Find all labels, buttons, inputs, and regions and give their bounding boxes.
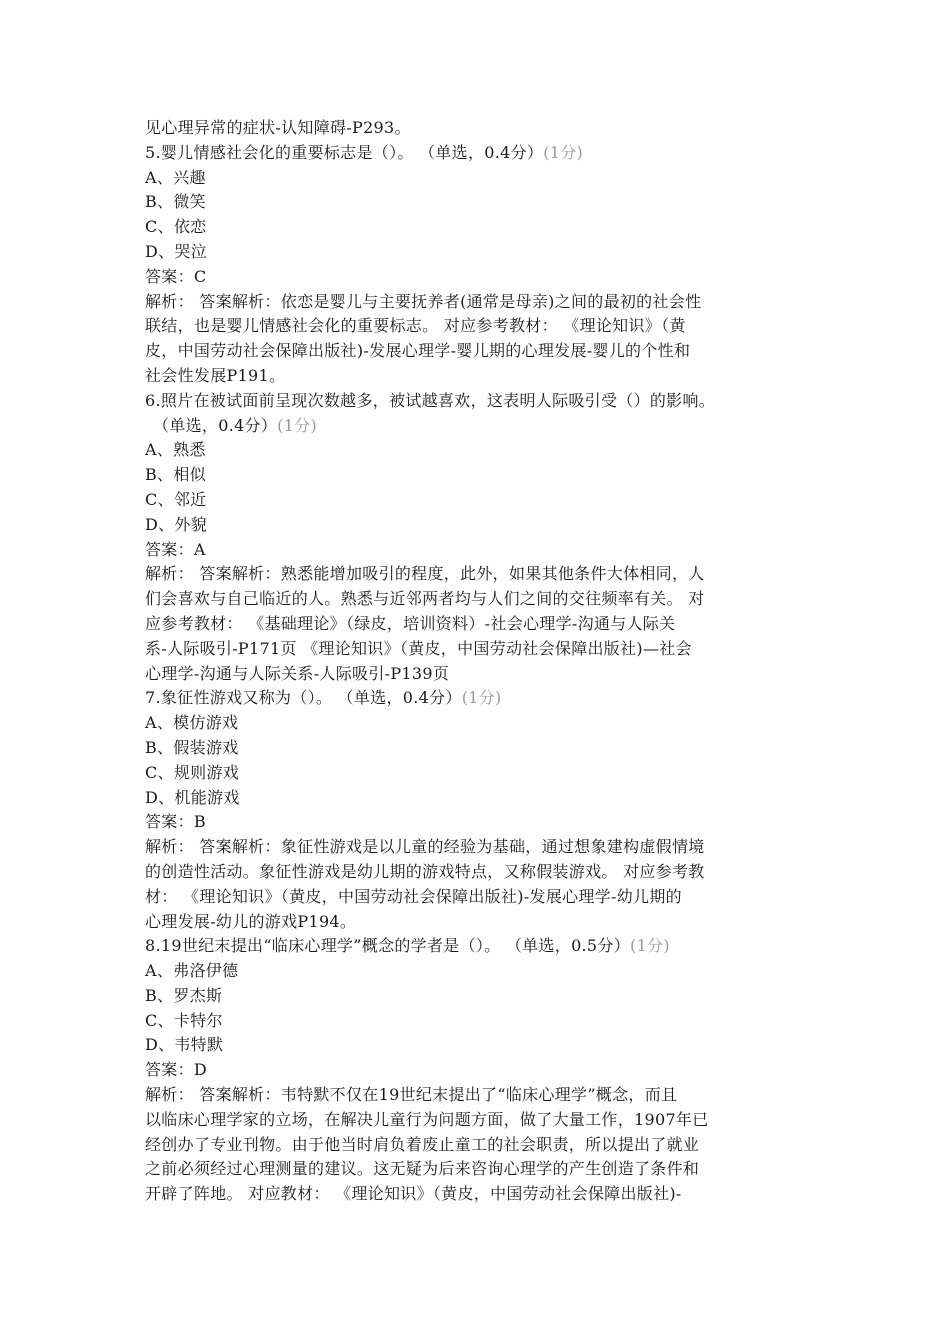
question-stem: 5.婴儿情感社会化的重要标志是（）。 （单选，0.4分）(1分) bbox=[145, 142, 584, 162]
answer: 答案：A bbox=[145, 539, 206, 559]
points-label: (1分) bbox=[543, 142, 584, 162]
analysis-line: 解析： 答案解析：熟悉能增加吸引的程度，此外，如果其他条件大体相同，人 bbox=[145, 564, 705, 584]
analysis-line: 联结，也是婴儿情感社会化的重要标志。 对应参考教材： 《理论知识》（黄 bbox=[145, 316, 686, 336]
option-d: D、哭泣 bbox=[145, 241, 208, 261]
question-stem-continued: （单选，0.4分）(1分) bbox=[153, 415, 318, 435]
option-a: A、兴趣 bbox=[145, 167, 206, 187]
analysis-line: 心理发展-幼儿的游戏P194。 bbox=[145, 911, 357, 931]
analysis-line: 们会喜欢与自己临近的人。熟悉与近邻两者均与人们之间的交往频率有关。 对 bbox=[145, 589, 705, 609]
option-c: C、规则游戏 bbox=[145, 762, 240, 782]
answer: 答案：C bbox=[145, 266, 207, 286]
analysis-line: 解析： 答案解析：象征性游戏是以儿童的经验为基础，通过想象建构虚假情境 bbox=[145, 837, 705, 857]
analysis-line: 的创造性活动。象征性游戏是幼儿期的游戏特点，又称假装游戏。 对应参考教 bbox=[145, 861, 705, 881]
analysis-line: 系-人际吸引-P171页 《理论知识》（黄皮，中国劳动社会保障出版社)—社会 bbox=[145, 638, 692, 658]
option-b: B、罗杰斯 bbox=[145, 985, 223, 1005]
analysis-line: 解析： 答案解析：依恋是婴儿与主要抚养者(通常是母亲)之间的最初的社会性 bbox=[145, 291, 702, 311]
option-c: C、邻近 bbox=[145, 489, 207, 509]
option-a: A、熟悉 bbox=[145, 440, 206, 460]
answer: 答案：B bbox=[145, 812, 206, 832]
option-b: B、假装游戏 bbox=[145, 737, 239, 757]
question-stem: 8.19世纪末提出“临床心理学”概念的学者是（）。 （单选，0.5分）(1分) bbox=[145, 936, 670, 956]
question-stem: 6.照片在被试面前呈现次数越多，被试越喜欢，这表明人际吸引受（）的影响。 bbox=[145, 390, 716, 410]
question-block-7 bbox=[145, 686, 815, 934]
lead-in-text: 见心理异常的症状-认知障碍-P293。 bbox=[145, 118, 411, 137]
analysis-line: 应参考教材： 《基础理论》（绿皮，培训资料）-社会心理学-沟通与人际关 bbox=[145, 613, 676, 633]
analysis-line: 之前必须经过心理测量的建议。这无疑为后来咨询心理学的产生创造了条件和 bbox=[145, 1159, 700, 1179]
option-a: A、模仿游戏 bbox=[145, 713, 239, 733]
points-label: (1分) bbox=[277, 415, 318, 435]
option-c: C、依恋 bbox=[145, 217, 207, 237]
analysis-line: 经创办了专业刊物。由于他当时肩负着废止童工的社会职责，所以提出了就业 bbox=[145, 1134, 700, 1154]
option-a: A、弗洛伊德 bbox=[145, 961, 239, 981]
analysis-line: 社会性发展P191。 bbox=[145, 365, 286, 385]
option-b: B、相似 bbox=[145, 465, 206, 485]
question-block-8 bbox=[145, 934, 815, 1207]
analysis-line: 以临床心理学家的立场，在解决儿童行为问题方面，做了大量工作，1907年已 bbox=[145, 1109, 709, 1129]
analysis-line: 材： 《理论知识》（黄皮，中国劳动社会保障出版社)-发展心理学-幼儿期的 bbox=[145, 886, 682, 906]
analysis-line: 解析： 答案解析：韦特默不仅在19世纪末提出了“临床心理学”概念，而且 bbox=[145, 1085, 678, 1105]
option-c: C、卡特尔 bbox=[145, 1010, 223, 1030]
analysis-line: 心理学-沟通与人际关系-人际吸引-P139页 bbox=[145, 663, 450, 683]
question-block-6 bbox=[145, 389, 815, 687]
question-stem: 7.象征性游戏又称为（）。 （单选，0.4分）(1分) bbox=[145, 688, 502, 708]
option-d: D、外貌 bbox=[145, 514, 208, 534]
question-block-5 bbox=[145, 141, 815, 389]
points-label: (1分) bbox=[630, 936, 670, 956]
analysis-line: 皮，中国劳动社会保障出版社)-发展心理学-婴儿期的心理发展-婴儿的个性和 bbox=[145, 341, 691, 361]
points-label: (1分) bbox=[461, 688, 502, 708]
option-d: D、韦特默 bbox=[145, 1035, 224, 1055]
option-d: D、机能游戏 bbox=[145, 787, 240, 807]
document-page bbox=[145, 116, 815, 1207]
option-b: B、微笑 bbox=[145, 192, 206, 212]
answer: 答案：D bbox=[145, 1060, 208, 1080]
analysis-line: 开辟了阵地。 对应教材： 《理论知识》（黄皮，中国劳动社会保障出版社)- bbox=[145, 1184, 682, 1204]
